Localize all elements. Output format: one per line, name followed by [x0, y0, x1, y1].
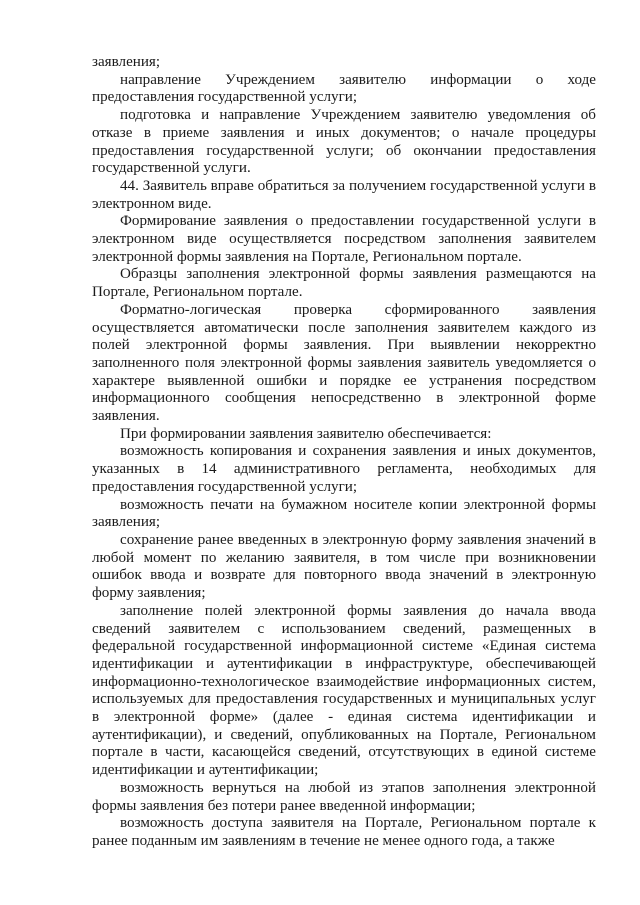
paragraph-continuation: заявления; [92, 54, 161, 70]
paragraph: 44. Заявитель вправе обратиться за получением государственной услуги в электронном виде. [92, 177, 596, 212]
paragraph: направление Учреждением заявителю информации о ходе предоставления государственной услуги; [92, 71, 596, 106]
paragraph: Образцы заполнения электронной формы заявления размещаются на Портале, Региональном портале. [92, 266, 596, 301]
paragraph: Формирование заявления о предоставлении государственной услуги в электронном виде осуществляется посредством заполнения заявителем электронной формы заявления на Портале, Региональном портале. [92, 213, 596, 265]
paragraph: возможность вернуться на любой из этапов заполнения электронной формы заявления без потери ранее введенной информации; [92, 779, 596, 814]
paragraph: заполнение полей электронной формы заявления до начала ввода сведений заявителем с использованием сведений, размещенных в федеральной государственной информационной системе «Единая система идентификации и аутентификации в инфраструктуре, обеспечивающей информационно-технологическое взаимодействие информационных систем, используемых для предоставления государственных и муниципальных услуг в электронной форме» (далее - единая система идентификации и аутентификации), и сведений, опубликованных на Портале, Региональном портале в части, касающейся сведений, отсутствующих в единой системе идентификации и аутентификации; [92, 602, 596, 779]
paragraph: возможность доступа заявителя на Портале, Региональном портале к ранее поданным им заявлениям в течение не менее одного года, а также [92, 815, 596, 849]
paragraph: Форматно-логическая проверка сформированного заявления осуществляется автоматически после заполнения заявителем каждого из полей электронной формы заявления. При выявлении некорректно заполненного поля электронной формы заявления заявитель уведомляется о характере выявленной ошибки и порядке ее устранения посредством информационного сообщения непосредственно в электронной форме заявления. [92, 301, 596, 425]
paragraph: возможность печати на бумажном носителе копии электронной формы заявления; [92, 496, 596, 531]
paragraph: возможность копирования и сохранения заявления и иных документов, указанных в 14 административного регламента, необходимых для предоставления государственной услуги; [92, 443, 596, 495]
paragraph: подготовка и направление Учреждением заявителю уведомления об отказе в приеме заявления и иных документов; о начале процедуры предоставления государственной услуги; об окончании предоставления государственной услуги. [92, 107, 596, 177]
paragraph: сохранение ранее введенных в электронную форму заявления значений в любой момент по желанию заявителя, в том числе при возникновении ошибок ввода и возврате для повторного ввода значений в электронную форму заявления; [92, 531, 596, 602]
document-page [92, 54, 596, 851]
paragraph: При формировании заявления заявителю обеспечивается: [120, 425, 492, 442]
